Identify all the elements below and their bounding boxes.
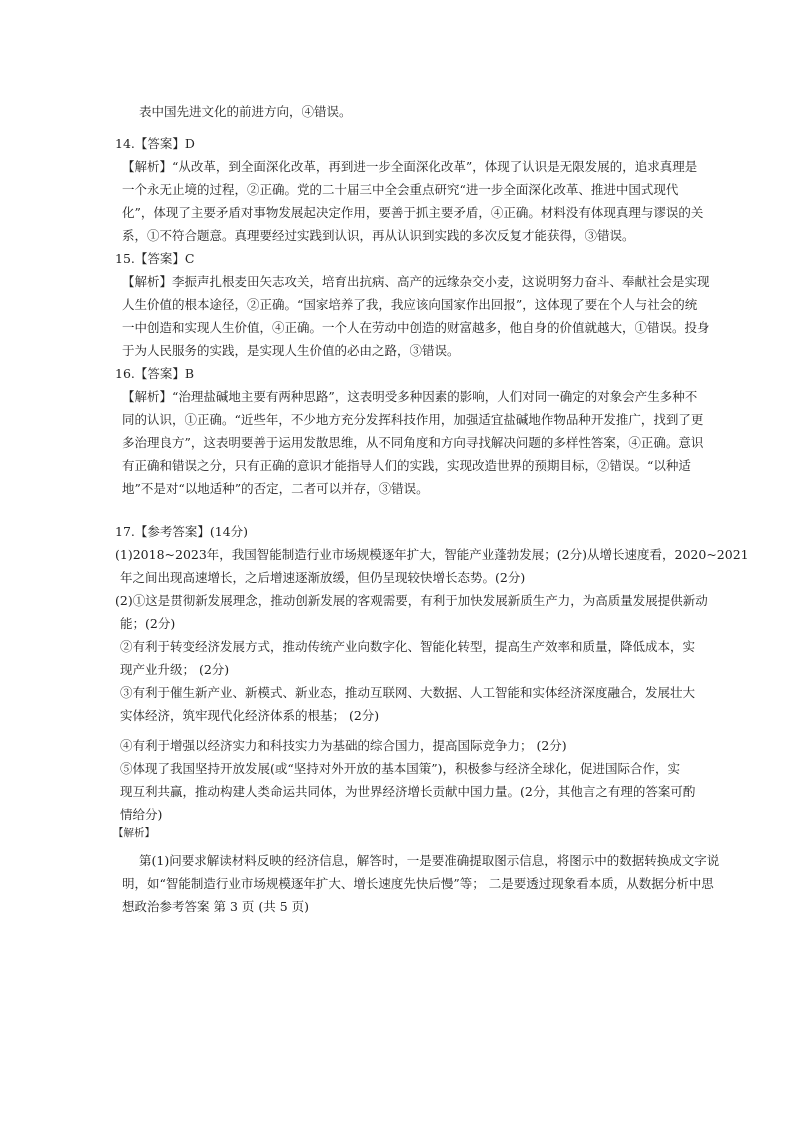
answer-15: 15.【答案】C [115, 251, 195, 266]
text-line: 现互利共赢，推动构建人类命运共同体，为世界经济增长贡献中国力量。(2分，其他言之有理的答案可酌 [120, 784, 696, 799]
answer-17: 17.【参考答案】(14分) [115, 524, 249, 539]
text-line: 明，如“智能制造行业市场规模逐年扩大、增长速度先快后慢”等； 二是要透过现象看本质，从数据分析中思 [122, 876, 714, 891]
text-line: ②有利于转变经济发展方式，推动传统产业向数字化、智能化转型，提高生产效率和质量，降低成本，实 [120, 639, 696, 654]
text-line: 情给分) [120, 807, 163, 822]
text-line: 一个永无止境的过程，②正确。党的二十届三中全会重点研究“进一步全面深化改革、推进中国式现代 [122, 182, 679, 197]
text-line: 【解析】“从改革，到全面深化改革，再到进一步全面深化改革”，体现了认识是无限发展的，追求真理是 [122, 159, 698, 174]
text-line: 一中创造和实现人生价值，④正确。一个人在劳动中创造的财富越多，他自身的价值就越大，①错误。投身 [122, 320, 710, 335]
text-line: 于为人民服务的实践，是实现人生价值的必由之路，③错误。 [122, 343, 460, 358]
text-line: 【解析】李振声扎根麦田矢志攻关，培育出抗病、高产的远缘杂交小麦，这说明努力奋斗、奉献社会是实现 [122, 274, 710, 289]
text-line: 同的认识，①正确。“近些年，不少地方充分发挥科技作用，加强适宜盐碱地作物品种开发推广，找到了更 [122, 412, 704, 427]
answer-14: 14.【答案】D [115, 136, 195, 151]
text-line: 表中国先进文化的前进方向，④错误。 [139, 104, 352, 119]
page-footer-line: 想政治参考答案 第 3 页 (共 5 页) [122, 899, 310, 914]
text-line: (2)①这是贯彻新发展理念，推动创新发展的客观需要，有利于加快发展新质生产力，为高质量发展提供新动 [115, 593, 708, 608]
text-line: 化”，体现了主要矛盾对事物发展起决定作用，要善于抓主要矛盾，④正确。材料没有体现真理与谬误的关 [122, 205, 704, 220]
text-line: 系，①不符合题意。真理要经过实践到认识，再从认识到实践的多次反复才能获得，③错误。 [122, 228, 635, 243]
answer-16: 16.【答案】B [115, 366, 195, 381]
text-line: ⑤体现了我国坚持开放发展(或“坚持对外开放的基本国策”)，积极参与经济全球化，促进国际合作，实 [120, 761, 681, 776]
text-line: 年之间出现高速增长，之后增速逐渐放缓，但仍呈现较快增长态势。(2分) [120, 570, 526, 585]
text-line: 地”不是对“以地适种”的否定，二者可以并存，③错误。 [122, 481, 429, 496]
text-line: 能；(2分) [120, 616, 176, 631]
text-line: ③有利于催生新产业、新模式、新业态，推动互联网、大数据、人工智能和实体经济深度融合，发展壮大 [120, 685, 696, 700]
text-line: 人生价值的根本途径，②正确。“国家培养了我，我应该向国家作出回报”，这体现了要在个人与社会的统 [122, 297, 698, 312]
text-line: 【解析】“治理盐碱地主要有两种思路”，这表明受多种因素的影响，人们对同一确定的对象会产生多种不 [122, 389, 698, 404]
text-line: 有正确和错误之分，只有正确的意识才能指导人们的实践，实现改造世界的预期目标，②错误。“以种适 [122, 458, 691, 473]
text-line: 实体经济，筑牢现代化经济体系的根基； (2分) [120, 708, 380, 723]
text-line: 多治理良方”，这表明要善于运用发散思维，从不同角度和方向寻找解决问题的多样性答案，④正确。意识 [122, 435, 704, 450]
text-line: 第(1)问要求解读材料反映的经济信息，解答时，一是要准确提取图示信息，将图示中的数据转换成文字说 [139, 853, 720, 868]
text-line: (1)2018~2023年，我国智能制造行业市场规模逐年扩大，智能产业蓬勃发展；(2分)从增长速度看，2020~2021 [115, 547, 749, 562]
analysis-label: 【解析】 [113, 827, 155, 839]
text-line: ④有利于增强以经济实力和科技实力为基础的综合国力，提高国际竞争力； (2分) [120, 738, 567, 753]
text-line: 现产业升级； (2分) [120, 662, 230, 677]
